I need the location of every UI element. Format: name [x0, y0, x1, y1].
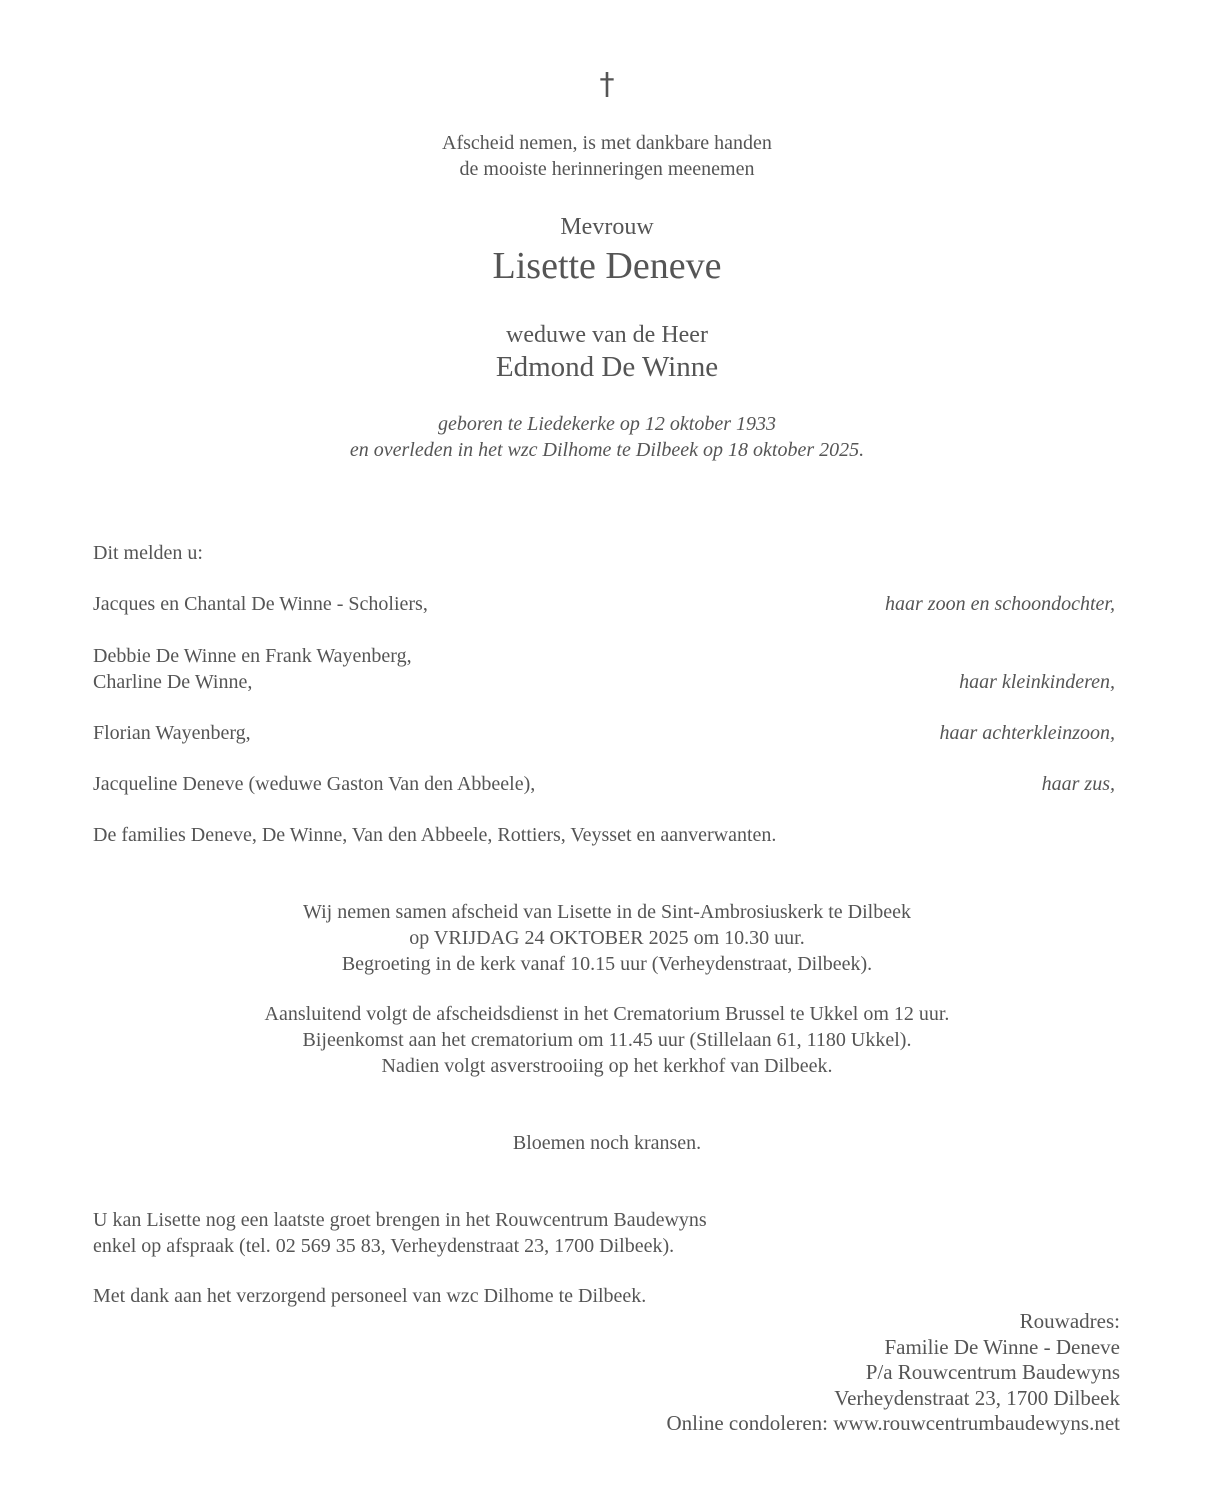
church-service-info: [0, 899, 1214, 977]
family-row-relation: haar zoon en schoondochter,: [885, 593, 1115, 615]
family-name: Jacqueline Deneve (weduwe Gaston Van den Abbeele),: [93, 773, 536, 795]
address-label: Rouwadres:: [1019, 1309, 1120, 1333]
birth-line: geboren te Liedekerke op 12 oktober 1933: [437, 413, 777, 435]
flowers-note: Bloemen noch kransen.: [512, 1132, 702, 1154]
farewell-quote: [0, 130, 1214, 182]
family-name: Florian Wayenberg,: [93, 722, 251, 744]
crematorium-info: [0, 1001, 1214, 1079]
family-row-names: [93, 771, 535, 797]
church-line-1: Wij nemen samen afscheid van Lisette in de Sint-Ambrosiuskerk te Dilbeek: [303, 901, 911, 923]
church-line-2: op VRIJDAG 24 OKTOBER 2025 om 10.30 uur.: [409, 927, 805, 949]
condolence-link[interactable]: Online condoleren: www.rouwcentrumbaudewyns.net: [666, 1411, 1120, 1435]
quote-line-2: de mooiste herinneringen meenemen: [459, 158, 755, 180]
visit-line-2: enkel op afspraak (tel. 02 569 35 83, Verheydenstraat 23, 1700 Dilbeek).: [93, 1235, 675, 1257]
church-line-3: Begroeting in de kerk vanaf 10.15 uur (Verheydenstraat, Dilbeek).: [341, 953, 873, 975]
thanks-line: Met dank aan het verzorgend personeel van wzc Dilhome te Dilbeek.: [93, 1285, 647, 1307]
family-row-relation: haar zus,: [1041, 773, 1115, 795]
mourning-address: [666, 1309, 1120, 1437]
family-name: Charline De Winne,: [93, 671, 253, 693]
family-row-names: [93, 720, 251, 746]
family-name: Jacques en Chantal De Winne - Scholiers,: [93, 593, 428, 615]
death-line: en overleden in het wzc Dilhome te Dilbeek op 18 oktober 2025.: [349, 439, 865, 461]
crematorium-line-1: Aansluitend volgt de afscheidsdienst in het Crematorium Brussel te Ukkel om 12 uur.: [264, 1003, 950, 1025]
visit-line-1: U kan Lisette nog een laatste groet brengen in het Rouwcentrum Baudewyns: [93, 1209, 707, 1231]
quote-line-1: Afscheid nemen, is met dankbare handen: [442, 132, 772, 154]
family-row-relation: haar achterkleinzoon,: [939, 722, 1115, 744]
cross-icon: †: [599, 67, 615, 102]
deceased-name: Lisette Deneve: [492, 245, 722, 287]
family-name: Debbie De Winne en Frank Wayenberg,: [93, 645, 412, 667]
crematorium-line-2: Bijeenkomst aan het crematorium om 11.45 uur (Stillelaan 61, 1180 Ukkel).: [302, 1029, 912, 1051]
address-family: Familie De Winne - Deneve: [884, 1334, 1120, 1359]
address-street: Verheydenstraat 23, 1700 Dilbeek: [834, 1385, 1120, 1410]
widow-line: weduwe van de Heer: [506, 322, 708, 348]
address-care-of: P/a Rouwcentrum Baudewyns: [865, 1360, 1120, 1384]
families-line: De families Deneve, De Winne, Van den Abbeele, Rottiers, Veysset en aanverwanten.: [93, 824, 777, 846]
visit-info: [93, 1207, 707, 1259]
birth-death-dates: [0, 411, 1214, 463]
family-row-relation: haar kleinkinderen,: [959, 671, 1115, 693]
family-row-names: [93, 643, 412, 695]
crematorium-line-3: Nadien volgt asverstrooiing op het kerkhof van Dilbeek.: [381, 1055, 833, 1077]
family-row-names: [93, 591, 428, 617]
deceased-title: Mevrouw: [560, 214, 654, 240]
family-intro: Dit melden u:: [93, 542, 203, 564]
spouse-name: Edmond De Winne: [495, 351, 719, 383]
